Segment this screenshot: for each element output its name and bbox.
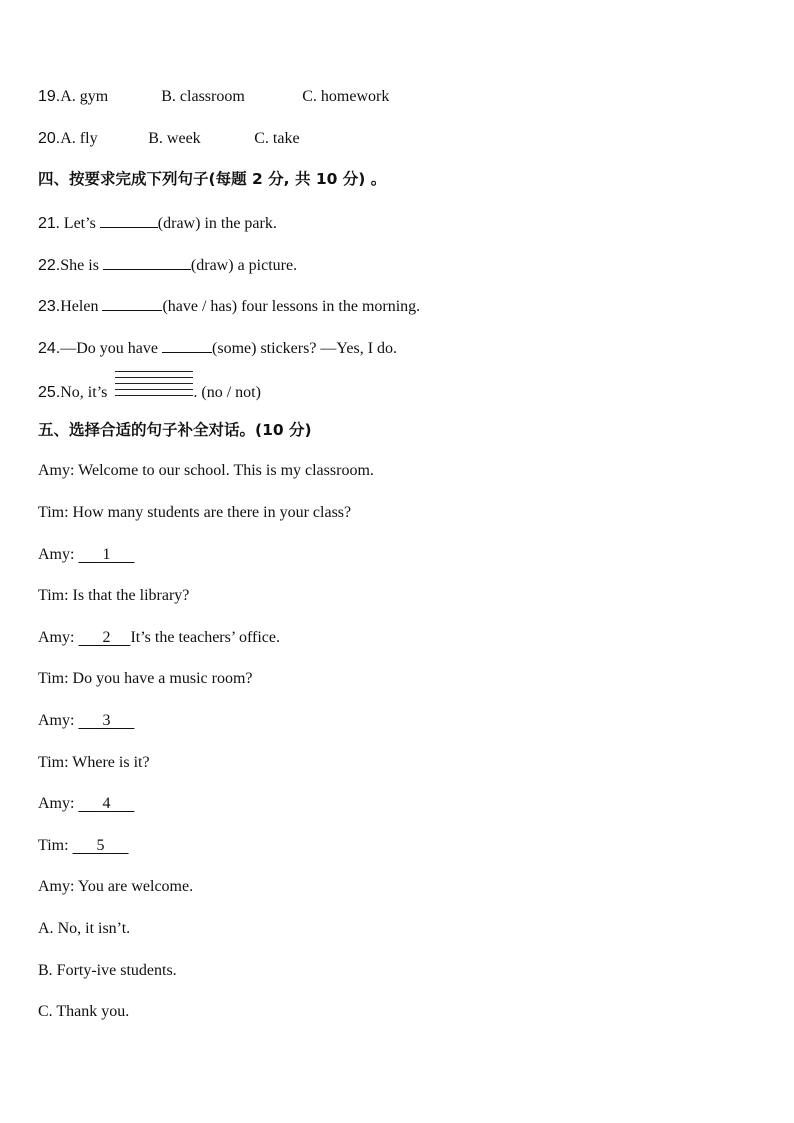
option-c-line [38,1002,129,1022]
sentence-start: No, it’s [60,384,112,401]
sentence-start: Helen [60,298,103,315]
dialogue-text: Do you have a music room? [72,670,253,687]
speaker: Amy: [38,629,75,646]
option-b-line [38,961,177,981]
option-b: B. classroom [161,88,245,105]
question-22 [38,254,297,276]
option-b: B. week [148,130,201,147]
option-label: A. [38,920,54,937]
speaker: Amy: [38,878,75,895]
dialogue-line-9 [38,794,134,814]
speaker: Amy: [38,712,75,729]
question-24 [38,337,397,359]
section-4-heading: 四、按要求完成下列句子(每题 2 分, 共 10 分) 。 [38,170,387,188]
speaker: Amy: [38,462,75,479]
option-c: C. homework [302,88,390,105]
speaker: Tim: [38,587,69,604]
dialogue-text: Where is it? [72,754,150,771]
blank-number: 5 [96,837,105,854]
dialogue-line-1 [38,461,374,481]
dialogue-line-10 [38,836,129,856]
blank-number: 3 [102,712,111,729]
speaker: Tim: [38,754,69,771]
question-number: 24. [38,340,61,357]
dialogue-blank[interactable] [78,794,134,814]
dialogue-text: It’s the teachers’ office. [130,629,281,646]
dialogue-line-4 [38,586,189,606]
answer-blank[interactable] [162,337,212,353]
sentence-end: (draw) in the park. [157,215,277,232]
dialogue-blank[interactable] [73,836,129,856]
sentence-end: (some) stickers? —Yes, I do. [212,340,398,357]
dialogue-line-3 [38,545,134,565]
dialogue-blank[interactable] [78,711,134,731]
dialogue-text: How many students are there in your class? [72,504,352,521]
blank-number: 1 [102,546,111,563]
speaker: Tim: [38,837,69,854]
question-23 [38,295,420,317]
question-25 [38,383,261,403]
question-number: 25. [38,384,61,401]
option-text: Thank you. [56,1003,130,1020]
option-label: B. [38,962,53,979]
sentence-start: . Let’s [55,215,100,232]
option-text: No, it isn’t. [57,920,131,937]
speaker: Tim: [38,504,69,521]
blank-number: 4 [102,795,111,812]
dialogue-text: Is that the library? [72,587,190,604]
option-a: A. gym [60,88,109,105]
answer-blank-stack[interactable] [111,383,193,403]
section-5-heading: 五、选择合适的句子补全对话。(10 分) [38,421,312,439]
sentence-end: (draw) a picture. [190,257,298,274]
dialogue-text: Welcome to our school. This is my classroom. [78,462,374,479]
dialogue-line-5 [38,628,280,648]
blank-number: 2 [102,629,111,646]
dialogue-line-11 [38,877,193,897]
dialogue-blank[interactable] [78,545,134,565]
sentence-end: (have / has) four lessons in the morning. [162,298,421,315]
dialogue-line-8 [38,753,150,773]
question-21 [38,212,277,234]
sentence-start: She is [60,257,103,274]
speaker: Tim: [38,670,69,687]
dialogue-text: You are welcome. [77,878,194,895]
question-number: 21 [38,215,56,232]
answer-blank[interactable] [100,212,158,228]
option-a: A. fly [60,130,98,147]
option-a-line [38,919,130,939]
question-number: 22. [38,257,61,274]
option-c: C. take [254,130,300,147]
option-label: C. [38,1003,53,1020]
question-number: 20. [38,130,61,147]
sentence-end: . (no / not) [193,384,261,401]
question-number: 23. [38,298,61,315]
sentence-start: —Do you have [60,340,163,357]
answer-blank[interactable] [103,254,191,270]
question-19 [38,87,389,107]
option-text: Forty-ive students. [56,962,177,979]
speaker: Amy: [38,546,75,563]
dialogue-line-6 [38,669,253,689]
question-20 [38,129,300,149]
dialogue-line-2 [38,503,351,523]
answer-blank[interactable] [102,295,162,311]
question-number: 19. [38,88,61,105]
dialogue-line-7 [38,711,134,731]
dialogue-blank[interactable] [78,628,130,648]
speaker: Amy: [38,795,75,812]
